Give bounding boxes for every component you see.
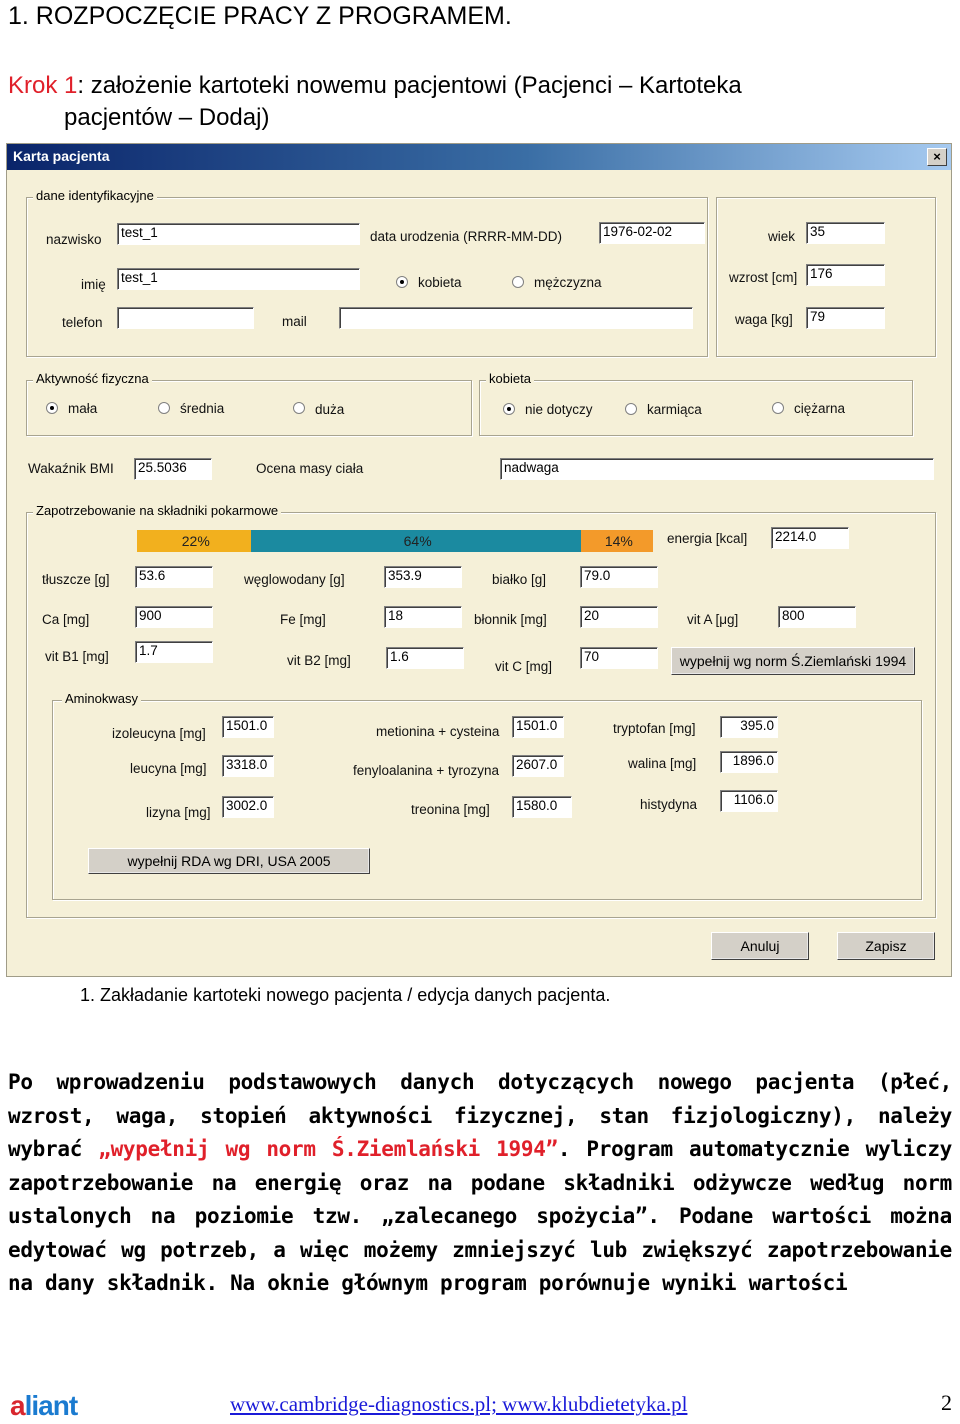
macro-bar-segment-3 xyxy=(581,530,653,552)
aliant-logo xyxy=(10,1390,77,1422)
mail-label: mail xyxy=(282,314,307,329)
vitb1-label: vit B1 [mg] xyxy=(45,649,109,664)
radio-male[interactable] xyxy=(512,276,524,288)
surname-label: nazwisko xyxy=(46,232,102,247)
radio-pregnant[interactable] xyxy=(772,402,784,414)
pregnant-label: ciężarna xyxy=(794,401,846,416)
mass-assessment-label: Ocena masy ciała xyxy=(256,461,364,476)
lysine-field[interactable]: 3002.0 xyxy=(222,796,274,818)
radio-female[interactable] xyxy=(396,276,408,288)
body-paragraph xyxy=(8,1066,952,1301)
carbs-field[interactable]: 353.9 xyxy=(384,566,462,588)
tryptophan-field[interactable]: 395.0 xyxy=(720,716,778,738)
fe-field[interactable]: 18 xyxy=(384,606,462,628)
surname-field[interactable]: test_1 xyxy=(117,223,360,245)
methionine-label: metionina + cysteina xyxy=(376,724,500,739)
protein-field[interactable]: 79.0 xyxy=(580,566,658,588)
step-text-2: pacjentów – Dodaj) xyxy=(64,104,270,131)
logo-rest: liant xyxy=(24,1390,78,1421)
isoleucine-field[interactable]: 1501.0 xyxy=(222,716,274,738)
figure-caption: 1. Zakładanie kartoteki nowego pacjenta / edycja danych pacjenta. xyxy=(80,985,611,1005)
age-label: wiek xyxy=(768,229,796,244)
histidine-field[interactable]: 1106.0 xyxy=(720,790,778,812)
fiber-label: błonnik [mg] xyxy=(474,612,547,627)
group-requirements-label: Zapotrzebowanie na składniki pokarmowe xyxy=(33,503,281,518)
close-icon[interactable]: × xyxy=(927,148,947,166)
bmi-field[interactable]: 25.5036 xyxy=(134,458,212,480)
leucine-label: leucyna [mg] xyxy=(130,761,207,776)
fat-field[interactable]: 53.6 xyxy=(135,566,213,588)
step-text-1: : założenie kartoteki nowemu pacjentowi (Pacjenci – Kartoteka xyxy=(77,72,742,99)
group-activity-label: Aktywność fizyczna xyxy=(33,371,152,386)
weight-label: waga [kg] xyxy=(735,312,793,327)
carbs-label: węglowodany [g] xyxy=(244,572,345,587)
macro-bar-label-2: 64% xyxy=(403,533,432,549)
dialog-titlebar xyxy=(7,144,951,170)
activity-low-label: mała xyxy=(68,401,98,416)
not-applicable-label: nie dotyczy xyxy=(525,402,593,417)
step-title xyxy=(8,70,742,134)
fe-label: Fe [mg] xyxy=(280,612,326,627)
radio-activity-low[interactable] xyxy=(46,402,58,414)
activity-high-label: duża xyxy=(315,402,345,417)
radio-female-label: kobieta xyxy=(418,275,462,290)
weight-field[interactable]: 79 xyxy=(806,307,885,329)
macro-bar-segment-2 xyxy=(251,530,581,552)
vitc-label: vit C [mg] xyxy=(495,659,553,674)
radio-not-applicable[interactable] xyxy=(503,403,515,415)
birthdate-field[interactable]: 1976-02-02 xyxy=(599,222,705,244)
vitb2-label: vit B2 [mg] xyxy=(287,653,351,668)
group-identification-label: dane identyfikacyjne xyxy=(33,188,157,203)
save-button[interactable]: Zapisz xyxy=(837,932,935,960)
paragraph-part-2: . Program automatycznie wyliczy zapotrzebowanie na energię oraz na podane składniki odżywcze według norm ustalonych na poziomie tzw. „zalecanego spożycia”. Podane wartości można edytować wg potrzeb, a więc możemy zmniejszyć lub zwiększyć zapotrzebowanie na dany składnik. Na oknie głównym program porównuje wyniki wartości xyxy=(8,1137,952,1295)
logo-letter-a: a xyxy=(10,1390,25,1421)
breastfeeding-label: karmiąca xyxy=(647,402,702,417)
page-number: 2 xyxy=(941,1390,952,1415)
protein-label: białko [g] xyxy=(492,572,547,587)
tryptophan-label: tryptofan [mg] xyxy=(613,721,696,736)
fill-rda-button[interactable]: wypełnij RDA wg DRI, USA 2005 xyxy=(88,848,370,874)
paragraph-part-1: Po wprowadzeniu podstawowych danych dotyczących nowego pacjenta (płeć, wzrost, waga, stopień aktywności fizycznej, stan fizjologiczny), należy wybrać xyxy=(8,1070,952,1161)
threonine-field[interactable]: 1580.0 xyxy=(512,796,572,818)
vitb2-field[interactable]: 1.6 xyxy=(386,647,464,669)
histidine-label: histydyna xyxy=(640,797,698,812)
valine-label: walina [mg] xyxy=(628,756,697,771)
radio-activity-medium[interactable] xyxy=(158,402,170,414)
vita-field[interactable]: 800 xyxy=(778,606,856,628)
lysine-label: lizyna [mg] xyxy=(146,805,211,820)
phone-label: telefon xyxy=(62,315,103,330)
isoleucine-label: izoleucyna [mg] xyxy=(112,726,206,741)
phenylalanine-field[interactable]: 2607.0 xyxy=(512,755,564,777)
fat-label: tłuszcze [g] xyxy=(42,572,110,587)
height-field[interactable]: 176 xyxy=(806,264,885,286)
methionine-field[interactable]: 1501.0 xyxy=(512,716,564,738)
dialog-title: Karta pacjenta xyxy=(13,148,110,164)
valine-field[interactable]: 1896.0 xyxy=(720,751,778,773)
age-field[interactable]: 35 xyxy=(806,222,885,244)
macro-bar-label-1: 22% xyxy=(181,533,210,549)
phone-field[interactable] xyxy=(117,307,254,329)
vitc-field[interactable]: 70 xyxy=(580,647,658,669)
ca-field[interactable]: 900 xyxy=(135,606,213,628)
vita-label: vit A [μg] xyxy=(687,612,739,627)
vitb1-field[interactable]: 1.7 xyxy=(135,641,213,663)
leucine-field[interactable]: 3318.0 xyxy=(222,755,274,777)
ca-label: Ca [mg] xyxy=(42,612,90,627)
energy-label: energia [kcal] xyxy=(667,531,748,546)
name-field[interactable]: test_1 xyxy=(117,268,360,290)
step-number: Krok 1 xyxy=(8,72,78,99)
fill-norm-ziemlanski-button[interactable]: wypełnij wg norm Ś.Ziemlański 1994 xyxy=(671,647,915,675)
threonine-label: treonina [mg] xyxy=(411,802,490,817)
bmi-label: Wakaźnik BMI xyxy=(28,461,114,476)
mass-assessment-field[interactable]: nadwaga xyxy=(500,458,934,480)
section-heading: 1. ROZPOCZĘCIE PRACY Z PROGRAMEM. xyxy=(8,2,512,30)
footer-links[interactable]: www.cambridge-diagnostics.pl; www.klubdietetyka.pl xyxy=(230,1392,688,1416)
macro-bar-segment-1 xyxy=(137,530,251,552)
height-label: wzrost [cm] xyxy=(729,270,798,285)
mail-field[interactable] xyxy=(339,307,693,329)
radio-breastfeeding[interactable] xyxy=(625,403,637,415)
name-label: imię xyxy=(81,277,106,292)
radio-male-label: mężczyzna xyxy=(534,275,602,290)
cancel-button[interactable]: Anuluj xyxy=(711,932,809,960)
group-amino-acids-label: Aminokwasy xyxy=(62,691,141,706)
fiber-field[interactable]: 20 xyxy=(580,606,658,628)
activity-medium-label: średnia xyxy=(180,401,225,416)
macro-bar-label-3: 14% xyxy=(604,533,633,549)
phenylalanine-label: fenyloalanina + tyrozyna xyxy=(353,763,499,778)
energy-field[interactable]: 2214.0 xyxy=(771,527,849,549)
birthdate-label: data urodzenia (RRRR-MM-DD) xyxy=(370,229,563,244)
paragraph-highlight: „wypełnij wg norm Ś.Ziemlański 1994” xyxy=(98,1137,558,1161)
radio-activity-high[interactable] xyxy=(293,402,305,414)
group-female-state-label: kobieta xyxy=(486,371,534,386)
